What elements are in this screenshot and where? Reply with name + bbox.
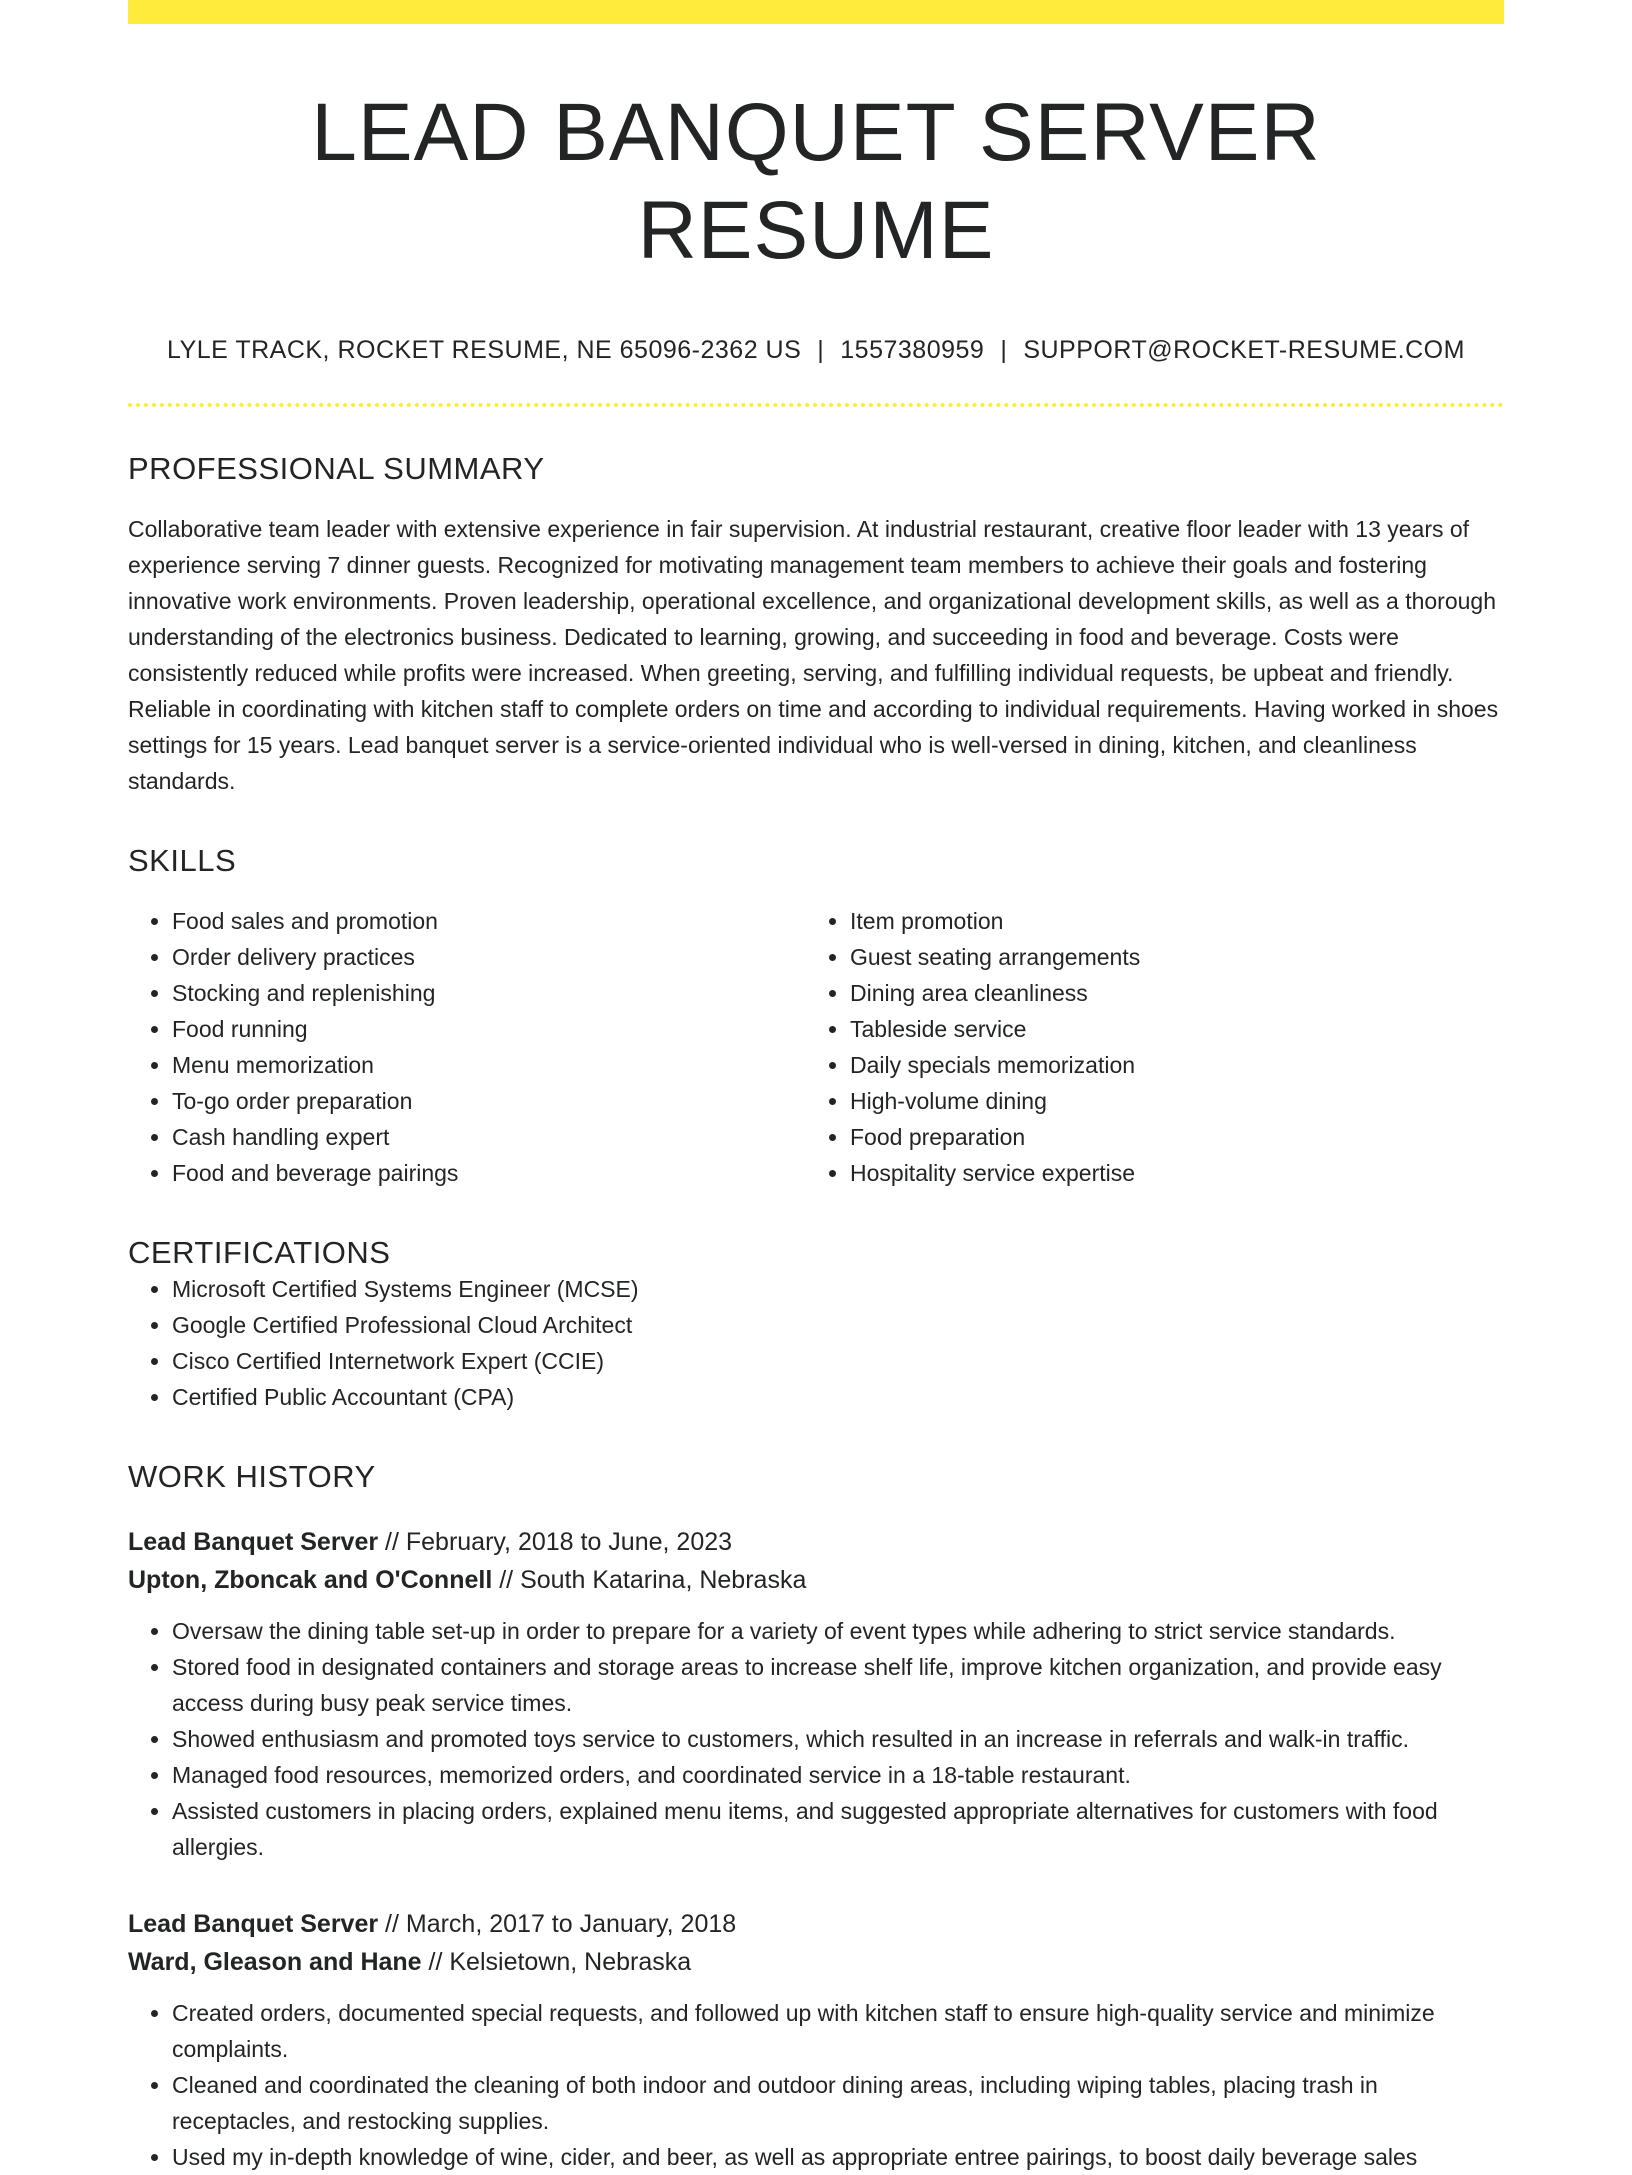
skill-item: • Dining area cleanliness — [850, 975, 1484, 1011]
skills-heading: SKILLS — [128, 842, 237, 878]
job-bullet: • Created orders, documented special requests, and followed up with kitchen staff to ensure high-quality service and minimize complaints. — [172, 1995, 1504, 2067]
certification-item: • Microsoft Certified Systems Engineer (MCSE) — [172, 1271, 1504, 1307]
contact-separator: | — [817, 335, 825, 364]
accent-bar — [128, 0, 1504, 24]
certifications-list — [128, 1271, 1504, 1415]
skill-item: • Daily specials memorization — [850, 1047, 1484, 1083]
skills-column-left — [128, 903, 806, 1191]
skill-item: • Food preparation — [850, 1119, 1484, 1155]
skill-item: • Guest seating arrangements — [850, 939, 1484, 975]
job-dates: // March, 2017 to January, 2018 — [378, 1909, 737, 1938]
job-location: // Kelsietown, Nebraska — [421, 1947, 692, 1976]
contact-line — [128, 336, 1504, 365]
job-bullets — [128, 1995, 1504, 2175]
contact-separator: | — [1000, 335, 1008, 364]
job-bullet: • Stored food in designated containers and storage areas to increase shelf life, improve kitchen organization, and provide easy access during busy peak service times. — [172, 1649, 1504, 1721]
resume-page — [128, 0, 1504, 2175]
skill-item: • Food running — [172, 1011, 806, 1047]
job-bullet: • Oversaw the dining table set-up in order to prepare for a variety of event types while adhering to strict service standards. — [172, 1613, 1504, 1649]
job-bullet: • Assisted customers in placing orders, explained menu items, and suggested appropriate alternatives for customers with food allergies. — [172, 1793, 1504, 1865]
summary-text: Collaborative team leader with extensive experience in fair supervision. At industrial restaurant, creative floor leader with 13 years of experience serving 7 dinner guests. Recognized for motivating management team members to achieve their goals and fostering innovative work environments. Proven leadership, operational excellence, and organizational development skills, as well as a thorough understanding of the electronics business. Dedicated to learning, growing, and succeeding in food and beverage. Costs were consistently reduced while profits were increased. When greeting, serving, and fulfilling individual requests, be upbeat and friendly. Reliable in coordinating with kitchen staff to complete orders on time and according to individual requirements. Having worked in shoes settings for 15 years. Lead banquet server is a service-oriented individual who is well-versed in dining, kitchen, and cleanliness standards. — [128, 515, 1499, 794]
job-company-line — [128, 1943, 1504, 1981]
certification-item: • Certified Public Accountant (CPA) — [172, 1379, 1504, 1415]
job-title: Lead Banquet Server — [128, 1527, 379, 1556]
contact-email: SUPPORT@ROCKET-RESUME.COM — [1023, 335, 1465, 364]
skill-item: • Hospitality service expertise — [850, 1155, 1484, 1191]
summary-heading: PROFESSIONAL SUMMARY — [128, 450, 545, 486]
certification-item: • Cisco Certified Internetwork Expert (CCIE) — [172, 1343, 1504, 1379]
skill-item: • High-volume dining — [850, 1083, 1484, 1119]
skill-item: • Tableside service — [850, 1011, 1484, 1047]
job-company: Ward, Gleason and Hane — [128, 1947, 422, 1976]
contact-address: LYLE TRACK, ROCKET RESUME, NE 65096-2362 US — [167, 335, 802, 364]
skill-item: • Food sales and promotion — [172, 903, 806, 939]
job-bullet: • Cleaned and coordinated the cleaning of both indoor and outdoor dining areas, including wiping tables, placing trash in receptacles, and restocking supplies. — [172, 2067, 1504, 2139]
dotted-divider — [128, 403, 1504, 407]
job-location: // South Katarina, Nebraska — [492, 1565, 807, 1594]
job-title-line — [128, 1905, 1504, 1943]
skill-item: • Order delivery practices — [172, 939, 806, 975]
skill-item: • To-go order preparation — [172, 1083, 806, 1119]
skill-item: • Cash handling expert — [172, 1119, 806, 1155]
job-entry — [128, 1523, 1504, 1865]
job-bullet: • Used my in-depth knowledge of wine, cider, and beer, as well as appropriate entree pairings, to boost daily beverage sales — [172, 2139, 1504, 2175]
skill-item: • Item promotion — [850, 903, 1484, 939]
job-entry — [128, 1905, 1504, 2175]
job-company-line — [128, 1561, 1504, 1599]
certification-item: • Google Certified Professional Cloud Architect — [172, 1307, 1504, 1343]
work-history-heading: WORK HISTORY — [128, 1458, 376, 1494]
job-dates: // February, 2018 to June, 2023 — [378, 1527, 733, 1556]
skills-list-left — [128, 903, 806, 1191]
certifications-heading: CERTIFICATIONS — [128, 1234, 391, 1270]
job-title: Lead Banquet Server — [128, 1909, 379, 1938]
contact-phone: 1557380959 — [840, 335, 985, 364]
skills-list-right — [806, 903, 1484, 1191]
job-title-line — [128, 1523, 1504, 1561]
job-company: Upton, Zboncak and O'Connell — [128, 1565, 493, 1594]
skill-item: • Food and beverage pairings — [172, 1155, 806, 1191]
job-bullet: • Showed enthusiasm and promoted toys service to customers, which resulted in an increase in referrals and walk-in traffic. — [172, 1721, 1504, 1757]
job-bullets — [128, 1613, 1504, 1865]
job-bullet: • Managed food resources, memorized orders, and coordinated service in a 18-table restaurant. — [172, 1757, 1504, 1793]
skill-item: • Menu memorization — [172, 1047, 806, 1083]
skills-column-right — [806, 903, 1484, 1191]
resume-title: LEAD BANQUET SERVER RESUME — [311, 87, 1321, 277]
skills-grid — [128, 903, 1504, 1191]
skill-item: • Stocking and replenishing — [172, 975, 806, 1011]
